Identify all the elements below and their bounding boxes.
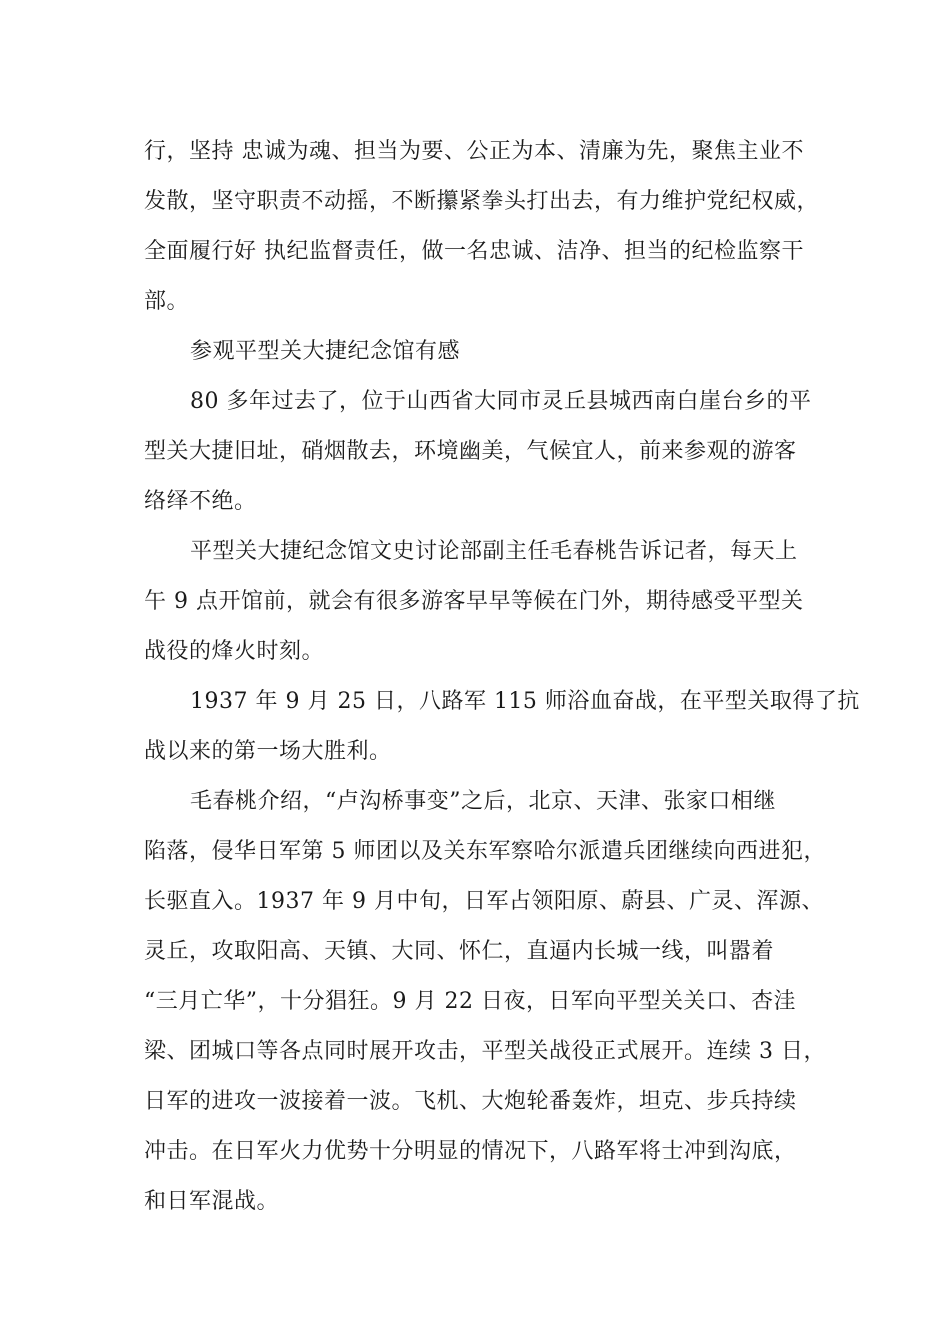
text-line: 灵丘，攻取阳高、天镇、大同、怀仁，直逼内长城一线，叫嚣着 (144, 939, 775, 964)
text-line: “三月亡华”，十分猖狂。9 月 22 日夜，日军向平型关关口、杏洼 (144, 989, 796, 1014)
text-line: 80 多年过去了，位于山西省大同市灵丘县城西南白崖台乡的平 (190, 389, 812, 414)
text-line: 型关大捷旧址，硝烟散去，环境幽美，气候宜人，前来参观的游客 (144, 439, 797, 464)
text-line: 战以来的第一场大胜利。 (144, 739, 392, 764)
text-line: 梁、团城口等各点同时展开攻击，平型关战役正式展开。连续 3 日， (144, 1039, 826, 1064)
text-line: 全面履行好 执纪监督责任，做一名忠诚、洁净、担当的纪检监察干 (144, 239, 804, 264)
text-line: 长驱直入。1937 年 9 月中旬，日军占领阳原、蔚县、广灵、浑源、 (144, 889, 824, 914)
text-line: 平型关大捷纪念馆文史讨论部副主任毛春桃告诉记者，每天上 (190, 539, 798, 564)
text-line: 1937 年 9 月 25 日，八路军 115 师浴血奋战，在平型关取得了抗 (190, 689, 860, 714)
text-line: 冲击。在日军火力优势十分明显的情况下，八路军将士冲到沟底， (144, 1139, 797, 1164)
text-line: 行，坚持 忠诚为魂、担当为要、公正为本、清廉为先，聚焦主业不 (144, 139, 804, 164)
text-line: 络绎不绝。 (144, 489, 257, 514)
text-line: 午 9 点开馆前，就会有很多游客早早等候在门外，期待感受平型关 (144, 589, 804, 614)
text-line: 毛春桃介绍，“卢沟桥事变”之后，北京、天津、张家口相继 (190, 789, 776, 814)
text-line: 陷落，侵华日军第 5 师团以及关东军察哈尔派遣兵团继续向西进犯， (144, 839, 826, 864)
text-line: 发散，坚守职责不动摇，不断攥紧拳头打出去，有力维护党纪权威， (144, 189, 820, 214)
text-line: 战役的烽火时刻。 (144, 639, 325, 664)
section-heading: 参观平型关大捷纪念馆有感 (190, 339, 461, 364)
text-line: 日军的进攻一波接着一波。飞机、大炮轮番轰炸，坦克、步兵持续 (144, 1089, 797, 1114)
text-line: 和日军混战。 (144, 1189, 280, 1214)
text-line: 部。 (144, 289, 190, 314)
